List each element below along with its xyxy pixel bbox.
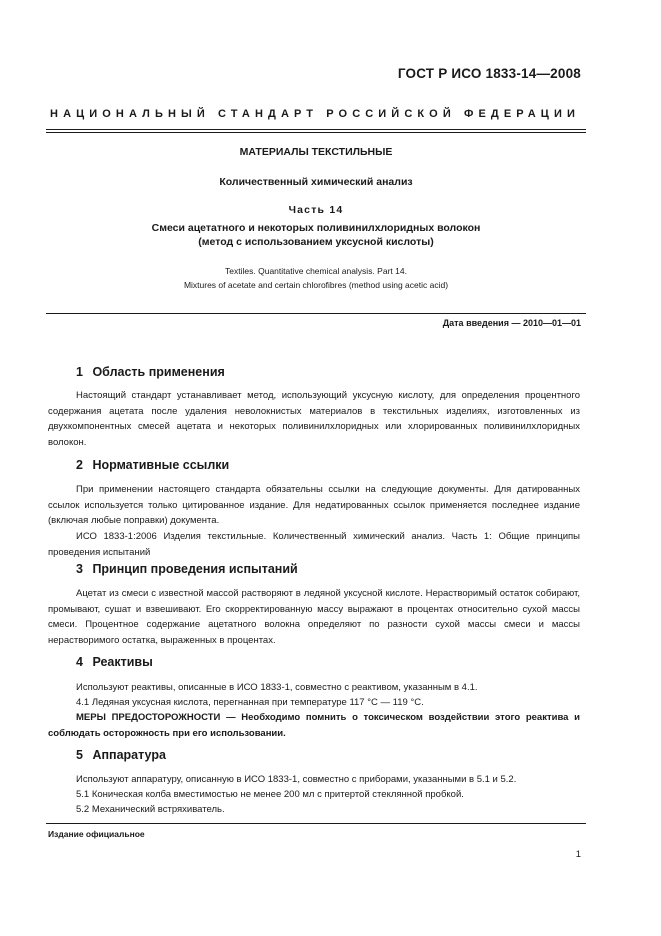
section-1-heading bbox=[76, 365, 225, 379]
standard-number: ГОСТ Р ИСО 1833-14—2008 bbox=[397, 66, 581, 81]
section-3-heading bbox=[76, 562, 298, 576]
english-title bbox=[46, 264, 586, 292]
page-number: 1 bbox=[575, 849, 581, 860]
section-3-number: 3 bbox=[76, 562, 83, 576]
official-edition-label: Издание официальное bbox=[48, 829, 145, 839]
section-4-text-2: 4.1 Ледяная уксусная кислота, перегнанная при температуре 117 °С — 119 °С. bbox=[76, 697, 424, 708]
document-part: Часть 14 bbox=[288, 204, 344, 216]
section-5-text-3: 5.2 Механический встряхиватель. bbox=[76, 804, 225, 815]
section-5-heading bbox=[76, 748, 166, 762]
english-title-line-2: Mixtures of acetate and certain chlorofibres (method using acetic acid) bbox=[183, 280, 449, 290]
section-4-heading bbox=[76, 655, 153, 669]
national-standard-banner: НАЦИОНАЛЬНЫЙ СТАНДАРТ РОССИЙСКОЙ ФЕДЕРАЦИИ bbox=[50, 108, 580, 120]
document-title: МАТЕРИАЛЫ ТЕКСТИЛЬНЫЕ bbox=[239, 146, 393, 158]
document-subject bbox=[46, 221, 586, 249]
section-4-warning: МЕРЫ ПРЕДОСТОРОЖНОСТИ — Необходимо помнить о токсическом воздействии этого реактива и соблюдать осторожность при его использовании. bbox=[48, 712, 580, 739]
section-5-text-1: Используют аппаратуру, описанную в ИСО 1833-1, совместно с приборами, указанными в 5.1 и 5.2. bbox=[76, 774, 517, 785]
document-subtitle: Количественный химический анализ bbox=[219, 176, 413, 188]
section-1-text: Настоящий стандарт устанавливает метод, использующий уксусную кислоту, для определения процентного содержания ацетата после удаления неволокнистых материалов в текстильных изделиях, изготовленных из двухкомпонентных смесей ацетата и некоторых поливинилхлоридных или хлорированных поливинилхлоридных волокон. bbox=[48, 390, 580, 448]
header-rule-thin bbox=[46, 132, 586, 133]
introduction-date: Дата введения — 2010—01—01 bbox=[442, 318, 581, 328]
section-3-title: Принцип проведения испытаний bbox=[92, 562, 298, 576]
section-2-text-2: ИСО 1833-1:2006 Изделия текстильные. Количественный химический анализ. Часть 1: Общие принципы проведения испытаний bbox=[48, 531, 580, 558]
section-5-title: Аппаратура bbox=[92, 748, 166, 762]
header-rule-thick bbox=[46, 129, 586, 130]
section-4-title: Реактивы bbox=[92, 655, 153, 669]
section-2-text-1: При применении настоящего стандарта обязательны ссылки на следующие документы. Для датированных ссылок используется только цитированное издание. Для недатированных ссылок применяется последнее издание (включая любые поправки) документа. bbox=[48, 484, 580, 527]
section-2-heading bbox=[76, 458, 229, 472]
section-2-title: Нормативные ссылки bbox=[92, 458, 230, 472]
section-4-number: 4 bbox=[76, 655, 83, 669]
section-5-number: 5 bbox=[76, 748, 83, 762]
subject-line-2: (метод с использованием уксусной кислоты) bbox=[198, 236, 434, 248]
subject-line-1: Смеси ацетатного и некоторых поливинилхлоридных волокон bbox=[151, 222, 481, 234]
section-5-text-2: 5.1 Коническая колба вместимостью не менее 200 мл с притертой стеклянной пробкой. bbox=[76, 789, 464, 800]
section-4-text-1: Используют реактивы, описанные в ИСО 1833-1, совместно с реактивом, указанным в 4.1. bbox=[76, 682, 478, 693]
section-1-number: 1 bbox=[76, 365, 83, 379]
section-2-number: 2 bbox=[76, 458, 83, 472]
date-rule bbox=[46, 313, 586, 314]
footer-rule bbox=[46, 823, 586, 824]
english-title-line-1: Textiles. Quantitative chemical analysis. Part 14. bbox=[225, 266, 407, 276]
section-1-title: Область применения bbox=[92, 365, 225, 379]
section-3-text: Ацетат из смеси с известной массой растворяют в ледяной уксусной кислоте. Нерастворимый остаток собирают, промывают, сушат и взвешивают. Его скорректированную массу выражают в процентах относительно сухой массы смеси. Процентное содержание ацетатного волокна определяют по разности сухой массы смеси и массы нерастворимого остатка, выраженных в процентах. bbox=[48, 588, 580, 646]
